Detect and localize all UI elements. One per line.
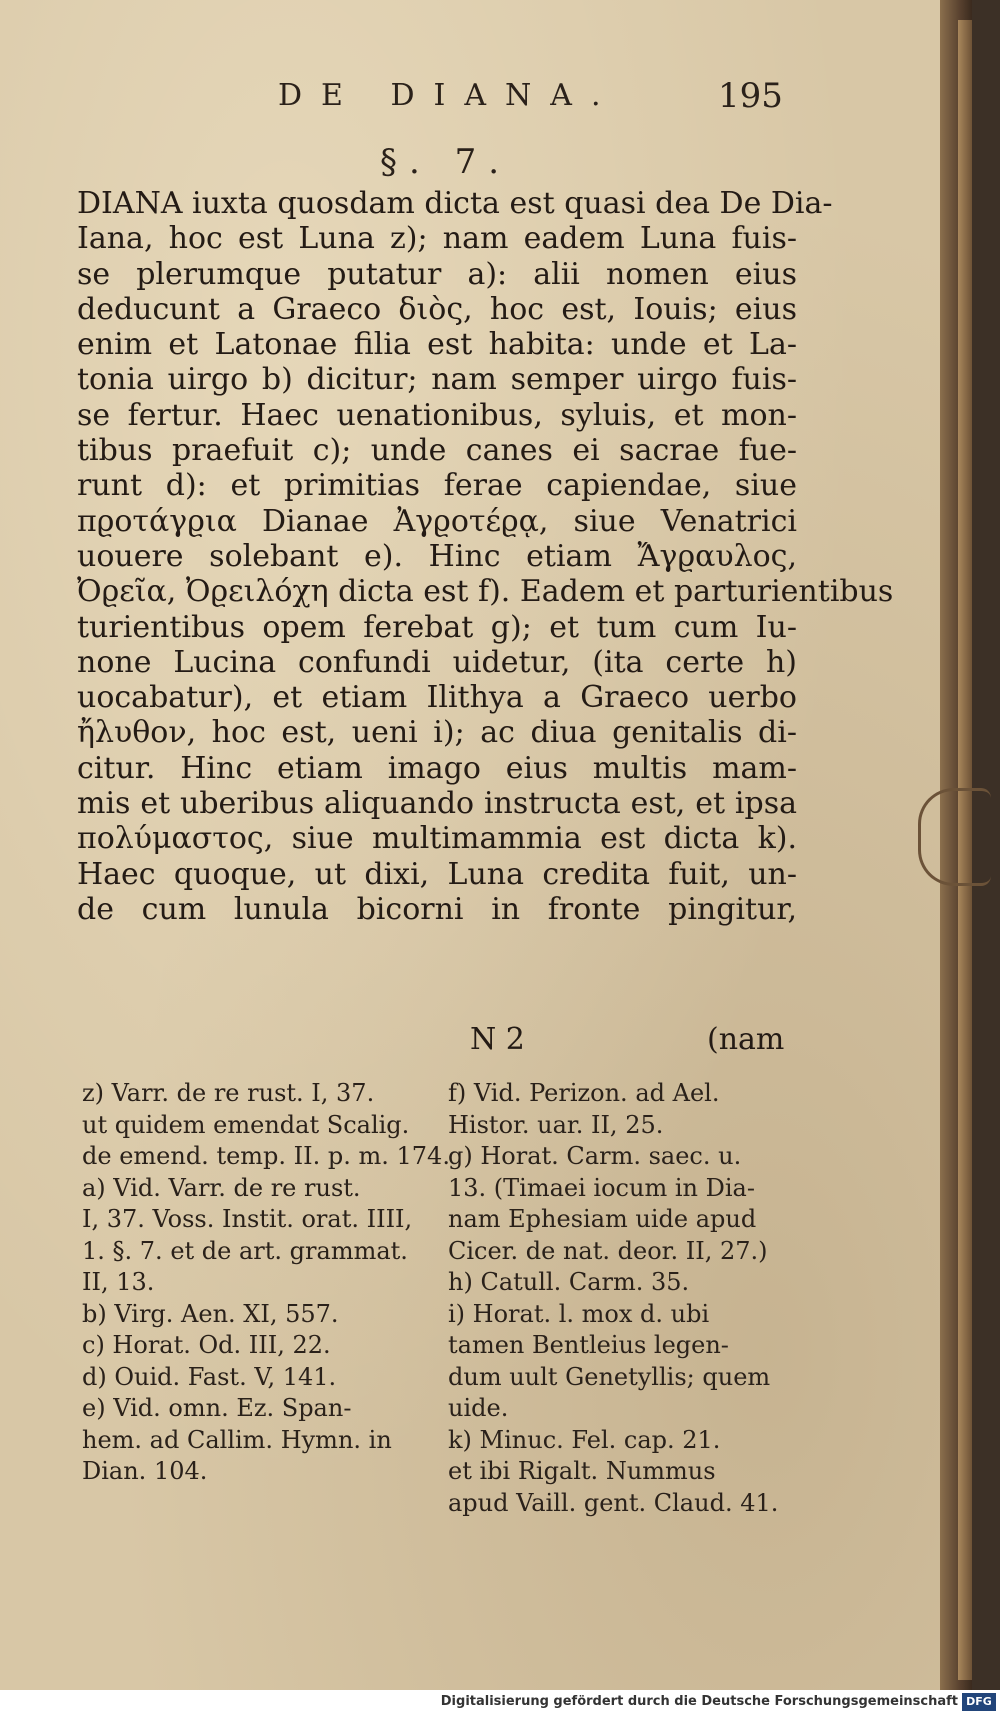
footnote-line: b) Virg. Aen. XI, 557.: [82, 1299, 339, 1328]
running-header: [278, 76, 783, 128]
text-line: se fertur. Haec uenationibus, syluis, et mon-: [77, 397, 797, 433]
clip-mark: [918, 788, 991, 886]
main-text: [77, 186, 894, 927]
footnote-line: apud Vaill. gent. Claud. 41.: [448, 1488, 779, 1517]
text-line: πολύμαστος, siue multimammia est dicta k).: [77, 821, 797, 857]
footnote-line: f) Vid. Perizon. ad Ael.: [448, 1079, 720, 1107]
text-line: uocabatur), et etiam Ilithya a Graeco uerbo: [77, 680, 797, 716]
footnotes-right: [448, 1078, 793, 1519]
footnote-line: c) Horat. Od. III, 22.: [82, 1331, 331, 1359]
footnotes-left: [82, 1078, 450, 1488]
footnote-line: a) Vid. Varr. de re rust.: [82, 1173, 361, 1202]
text-line: mis et uberibus aliquando instructa est, et ipsa: [77, 786, 797, 822]
catchword: (nam: [707, 1022, 785, 1057]
text-line: enim et Latonae filia est habita: unde et La-: [77, 327, 797, 363]
text-line: citur. Hinc etiam imago eius multis mam-: [77, 750, 797, 786]
footnote-line: Histor. uar. II, 25.: [448, 1110, 664, 1139]
dfg-logo: DFG: [962, 1693, 996, 1711]
footnote-line: II, 13.: [82, 1268, 155, 1296]
page-number: 195: [718, 76, 783, 116]
footnote-line: I, 37. Voss. Instit. orat. IIII,: [82, 1205, 413, 1233]
footnote-line: k) Minuc. Fel. cap. 21.: [448, 1425, 721, 1454]
footnote-line: uide.: [448, 1394, 509, 1422]
footnote-line: e) Vid. omn. Ez. Span-: [82, 1394, 352, 1422]
text-line: uouere solebant e). Hinc etiam Ἄγϱαυλος,: [77, 538, 797, 574]
text-line: runt d): et primitias ferae capiendae, siue: [77, 468, 797, 504]
footer-bar: [0, 1690, 1000, 1715]
footnote-line: z) Varr. de re rust. I, 37.: [82, 1079, 375, 1107]
text-line: none Lucina confundi uidetur, (ita certe h): [77, 644, 797, 680]
footnote-line: ut quidem emendat Scalig.: [82, 1110, 410, 1139]
text-line: tonia uirgo b) dicitur; nam semper uirgo fuis-: [77, 362, 797, 398]
footnote-line: h) Catull. Carm. 35.: [448, 1268, 690, 1296]
footnote-line: i) Horat. l. mox d. ubi: [448, 1299, 710, 1328]
text-line: tibus praefuit c); unde canes ei sacrae fue-: [77, 433, 797, 469]
text-line: turientibus opem ferebat g); et tum cum Iu-: [77, 609, 797, 645]
footnote-line: 1. §. 7. et de art. grammat.: [82, 1236, 408, 1265]
text-line: de cum lunula bicorni in fronte pingitur,: [77, 891, 797, 927]
footer-credit: Digitalisierung gefördert durch die Deutsche Forschungsgemeinschaft: [440, 1694, 958, 1709]
section-mark: §. 7.: [380, 142, 512, 182]
footnote-line: Cicer. de nat. deor. II, 27.): [448, 1236, 768, 1265]
footnote-line: hem. ad Callim. Hymn. in: [82, 1425, 392, 1454]
signature-line: [470, 1022, 790, 1062]
text-line: deducunt a Graeco διὸς, hoc est, Iouis; eius: [77, 291, 797, 327]
footnote-line: tamen Bentleius legen-: [448, 1331, 729, 1359]
footnote-line: d) Ouid. Fast. V, 141.: [82, 1362, 337, 1391]
text-line: Iana, hoc est Luna z); nam eadem Luna fuis-: [77, 221, 797, 257]
footnote-line: nam Ephesiam uide apud: [448, 1205, 757, 1233]
signature-mark: N 2: [470, 1022, 525, 1057]
text-line: DIANA iuxta quosdam dicta est quasi dea De Dia-: [77, 186, 833, 221]
text-line: se plerumque putatur a): alii nomen eius: [77, 256, 797, 292]
header-title: DE DIANA.: [278, 78, 620, 113]
text-line: Ὀϱεῖα, Ὀϱειλόχη dicta est f). Eadem et parturientibus: [77, 574, 894, 610]
footnote-line: g) Horat. Carm. saec. u.: [448, 1142, 742, 1170]
text-line: Haec quoque, ut dixi, Luna credita fuit, un-: [77, 856, 797, 892]
text-line: πϱοτάγϱια Dianae Ἀγϱοτέϱᾳ, siue Venatrici: [77, 503, 797, 539]
text-line: ἤλυθον, hoc est, ueni i); ac diua genitalis di-: [77, 715, 797, 751]
footnote-line: et ibi Rigalt. Nummus: [448, 1457, 716, 1485]
footnote-line: Dian. 104.: [82, 1457, 208, 1485]
footnote-line: dum uult Genetyllis; quem: [448, 1362, 771, 1391]
footnote-line: 13. (Timaei iocum in Dia-: [448, 1173, 755, 1202]
footnote-line: de emend. temp. II. p. m. 174.: [82, 1142, 450, 1170]
